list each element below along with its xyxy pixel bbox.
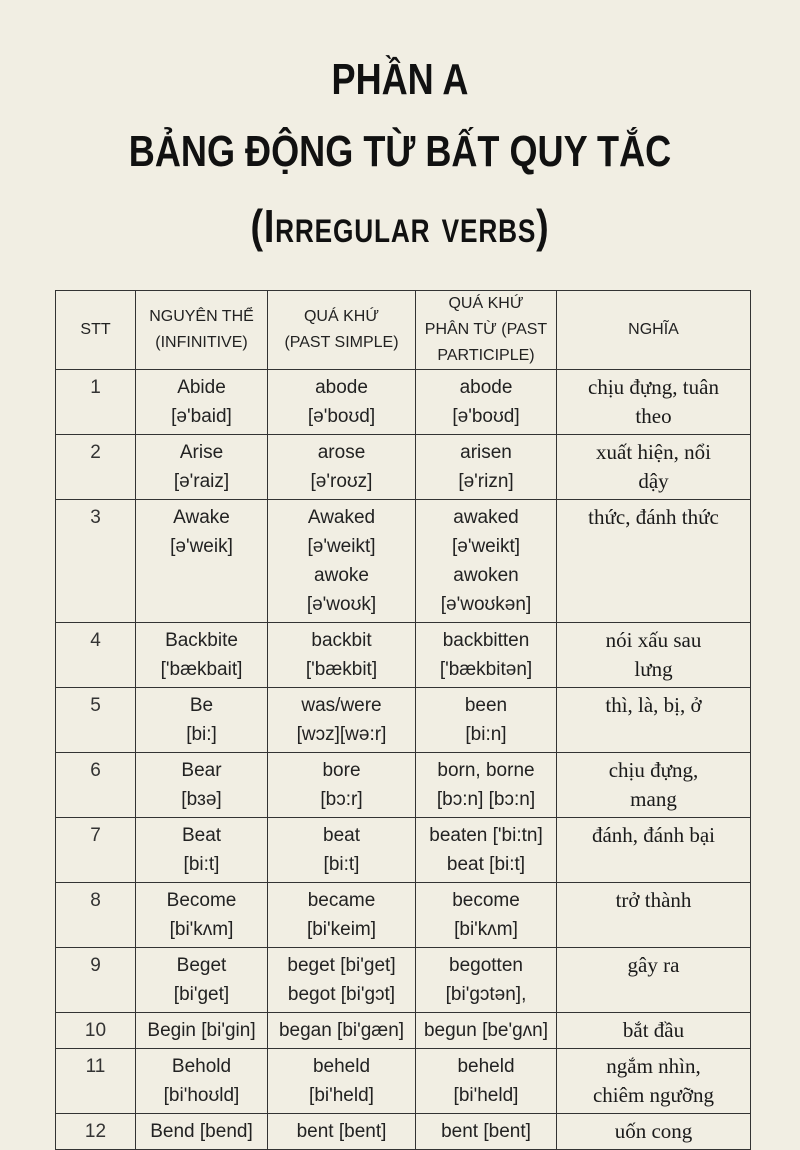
cell-infinitive-line: Be: [189, 695, 214, 716]
cell-past-simple: [268, 500, 416, 623]
cell-infinitive-line: Beat: [181, 825, 222, 846]
cell-past-simple-line: became: [307, 890, 376, 911]
cell-meaning-line: thì, là, bị, ở: [605, 693, 702, 717]
cell-stt: 7: [56, 818, 136, 883]
cell-past-participle: [416, 435, 557, 500]
column-header-meaning: NGHĨA: [557, 291, 751, 370]
cell-infinitive-line: Become: [166, 890, 237, 911]
cell-past-participle: [416, 948, 557, 1013]
cell-past-simple-line: begot [bi'gɔt]: [287, 984, 396, 1005]
cell-infinitive: [136, 1114, 268, 1150]
cell-stt: 6: [56, 753, 136, 818]
cell-infinitive: [136, 500, 268, 623]
column-header-past-simple: QUÁ KHỨ (PAST SIMPLE): [268, 291, 416, 370]
cell-past-participle: [416, 623, 557, 688]
cell-past-participle-line: [ə'weikt]: [451, 536, 521, 557]
table-row: [56, 370, 751, 435]
cell-past-participle-line: awoken: [453, 565, 519, 586]
cell-infinitive: [136, 948, 268, 1013]
cell-past-participle-line: ['bækbitən]: [439, 659, 533, 680]
cell-past-simple-line: [bi'keim]: [306, 919, 377, 940]
cell-past-participle-line: [bi:n]: [465, 724, 507, 745]
cell-meaning-line: uốn cong: [614, 1119, 693, 1143]
cell-past-simple: [268, 883, 416, 948]
cell-meaning-line: mang: [630, 787, 677, 811]
cell-meaning: [557, 623, 751, 688]
cell-past-participle: [416, 818, 557, 883]
cell-meaning: [557, 370, 751, 435]
cell-stt: 11: [56, 1049, 136, 1114]
table-row: [56, 883, 751, 948]
cell-past-simple-line: [ə'woʊk]: [306, 594, 377, 615]
cell-past-simple: [268, 1049, 416, 1114]
cell-past-participle-line: beaten ['bi:tn]: [429, 825, 543, 846]
cell-past-simple-line: arose: [317, 442, 366, 463]
cell-past-participle-line: begun [be'gʌn]: [423, 1020, 549, 1041]
cell-past-participle-line: become: [452, 890, 520, 911]
cell-infinitive-line: [bi'get]: [173, 984, 230, 1005]
cell-infinitive-line: [bi'hoʊld]: [163, 1085, 240, 1106]
cell-past-simple: [268, 1114, 416, 1150]
table-header-row: [56, 291, 751, 370]
cell-past-simple-line: [bɔ:r]: [320, 789, 363, 810]
cell-past-simple: [268, 818, 416, 883]
cell-meaning: [557, 500, 751, 623]
cell-meaning: [557, 883, 751, 948]
cell-past-simple: [268, 1013, 416, 1049]
cell-infinitive: [136, 435, 268, 500]
cell-meaning-line: chịu đựng, tuân: [588, 375, 719, 399]
cell-meaning-line: ngắm nhìn,: [606, 1054, 701, 1078]
title-block: [0, 50, 800, 256]
cell-past-participle-line: [ə'rizn]: [458, 471, 514, 492]
cell-past-simple-line: [bi'held]: [309, 1085, 374, 1106]
cell-past-simple-line: abode: [315, 377, 368, 398]
cell-past-simple-line: beat: [323, 825, 360, 846]
cell-infinitive: [136, 1049, 268, 1114]
table-row: [56, 753, 751, 818]
cell-past-participle-line: [bɔ:n] [bɔ:n]: [436, 789, 536, 810]
cell-past-participle-line: begotten: [449, 955, 523, 976]
cell-past-simple: [268, 623, 416, 688]
cell-infinitive-line: [bi:t]: [183, 854, 220, 875]
cell-meaning: [557, 688, 751, 753]
cell-past-simple: [268, 753, 416, 818]
cell-past-participle: [416, 753, 557, 818]
cell-past-participle-line: arisen: [460, 442, 512, 463]
table-row: [56, 948, 751, 1013]
cell-past-participle: [416, 1049, 557, 1114]
cell-infinitive: [136, 688, 268, 753]
cell-meaning-line: theo: [635, 404, 672, 428]
cell-meaning-line: lưng: [634, 657, 673, 681]
cell-past-simple-line: backbit: [311, 630, 372, 651]
cell-infinitive: [136, 818, 268, 883]
cell-meaning-line: gây ra: [627, 953, 680, 977]
table-body: [56, 370, 751, 1150]
table-row: [56, 623, 751, 688]
cell-infinitive-line: Begin [bi'gin]: [147, 1020, 256, 1041]
cell-past-simple-line: Awaked: [307, 507, 376, 528]
cell-stt: 1: [56, 370, 136, 435]
cell-meaning-line: chịu đựng,: [608, 758, 699, 782]
table-row: [56, 818, 751, 883]
cell-past-participle-line: bent [bent]: [441, 1121, 531, 1142]
cell-stt: 2: [56, 435, 136, 500]
cell-meaning: [557, 1013, 751, 1049]
page-subtitle: (Irregular verbs): [250, 200, 550, 252]
cell-past-simple-line: began [bi'gæn]: [278, 1020, 405, 1041]
cell-infinitive: [136, 753, 268, 818]
cell-past-participle-line: abode: [459, 377, 513, 398]
cell-infinitive-line: [bɜə]: [181, 789, 222, 810]
table-row: [56, 1013, 751, 1049]
cell-past-simple-line: [wɔz][wə:r]: [296, 724, 387, 745]
cell-past-participle-line: born, borne: [437, 760, 535, 781]
cell-infinitive-line: Bend [bend]: [150, 1121, 253, 1142]
cell-past-simple-line: [ə'roʊz]: [310, 471, 373, 492]
cell-infinitive-line: [ə'baid]: [171, 406, 232, 427]
cell-infinitive: [136, 623, 268, 688]
cell-stt: 5: [56, 688, 136, 753]
cell-past-participle-line: beat [bi:t]: [446, 854, 526, 875]
cell-infinitive: [136, 370, 268, 435]
cell-past-simple-line: beheld: [312, 1056, 371, 1077]
cell-meaning-line: xuất hiện, nổi: [596, 440, 711, 464]
cell-meaning-line: đánh, đánh bại: [591, 823, 716, 847]
cell-past-simple-line: [ə'boʊd]: [307, 406, 376, 427]
cell-infinitive-line: [bi'kʌm]: [169, 919, 234, 940]
cell-past-simple-line: [ə'weikt]: [307, 536, 376, 557]
cell-past-participle-line: [ə'woʊkən]: [440, 594, 532, 615]
cell-past-simple-line: ['bækbit]: [305, 659, 378, 680]
cell-stt: 4: [56, 623, 136, 688]
cell-past-simple: [268, 435, 416, 500]
cell-past-simple-line: awoke: [314, 565, 369, 586]
cell-past-simple: [268, 370, 416, 435]
cell-meaning: [557, 948, 751, 1013]
cell-stt: 9: [56, 948, 136, 1013]
cell-past-participle: [416, 1013, 557, 1049]
cell-past-simple-line: was/were: [301, 695, 382, 716]
cell-meaning-line: nói xấu sau: [605, 628, 702, 652]
cell-stt: 12: [56, 1114, 136, 1150]
cell-past-participle: [416, 688, 557, 753]
section-title: PHẦN A: [331, 55, 469, 104]
cell-stt: 8: [56, 883, 136, 948]
page-title: BẢNG ĐỘNG TỪ BẤT QUY TẮC: [128, 127, 672, 176]
cell-infinitive-line: Behold: [171, 1056, 232, 1077]
cell-meaning-line: dậy: [638, 469, 669, 493]
cell-past-simple-line: bore: [322, 760, 361, 781]
cell-past-participle: [416, 883, 557, 948]
cell-meaning: [557, 1049, 751, 1114]
cell-meaning: [557, 818, 751, 883]
cell-past-simple-line: beget [bi'get]: [287, 955, 396, 976]
cell-meaning-line: chiêm ngưỡng: [592, 1083, 715, 1107]
cell-past-participle-line: [bi'gɔtən],: [445, 984, 527, 1005]
column-header-past-participle: QUÁ KHỨ PHÂN TỪ (PAST PARTICIPLE): [416, 291, 557, 370]
cell-stt: 10: [56, 1013, 136, 1049]
irregular-verbs-table: [55, 290, 751, 1150]
cell-past-participle-line: [ə'boʊd]: [452, 406, 520, 427]
cell-meaning-line: trở thành: [615, 888, 692, 912]
table-row: [56, 435, 751, 500]
cell-past-participle-line: [bi'held]: [453, 1085, 519, 1106]
table-row: [56, 688, 751, 753]
cell-past-simple: [268, 948, 416, 1013]
cell-infinitive-line: ['bækbait]: [160, 659, 243, 680]
cell-infinitive-line: [ə'raiz]: [173, 471, 230, 492]
cell-meaning-line: bắt đầu: [622, 1018, 685, 1042]
cell-meaning-line: thức, đánh thức: [588, 505, 719, 529]
cell-meaning: [557, 435, 751, 500]
cell-infinitive: [136, 883, 268, 948]
table-row: [56, 1049, 751, 1114]
cell-past-simple-line: [bi:t]: [323, 854, 360, 875]
cell-past-participle: [416, 1114, 557, 1150]
column-header-infinitive: NGUYÊN THỂ (INFINITIVE): [136, 291, 268, 370]
cell-stt: 3: [56, 500, 136, 623]
cell-past-participle: [416, 500, 557, 623]
cell-meaning: [557, 1114, 751, 1150]
cell-past-participle-line: beheld: [457, 1056, 515, 1077]
cell-past-participle: [416, 370, 557, 435]
cell-infinitive-line: Arise: [179, 442, 224, 463]
cell-past-participle-line: awaked: [453, 507, 519, 528]
cell-infinitive-line: [bi:]: [186, 724, 217, 745]
cell-past-simple-line: bent [bent]: [296, 1121, 387, 1142]
table-row: [56, 500, 751, 623]
column-header-stt: STT: [56, 291, 136, 370]
cell-infinitive-line: Abide: [177, 377, 226, 398]
cell-past-simple: [268, 688, 416, 753]
cell-infinitive-line: Awake: [173, 507, 230, 528]
cell-infinitive: [136, 1013, 268, 1049]
table-row: [56, 1114, 751, 1150]
cell-infinitive-line: Backbite: [165, 630, 238, 651]
cell-infinitive-line: Bear: [181, 760, 222, 781]
cell-past-participle-line: been: [464, 695, 508, 716]
cell-infinitive-line: [ə'weik]: [170, 536, 233, 557]
cell-infinitive-line: Beget: [176, 955, 227, 976]
cell-meaning: [557, 753, 751, 818]
cell-past-participle-line: backbitten: [442, 630, 530, 651]
cell-past-participle-line: [bi'kʌm]: [454, 919, 518, 940]
